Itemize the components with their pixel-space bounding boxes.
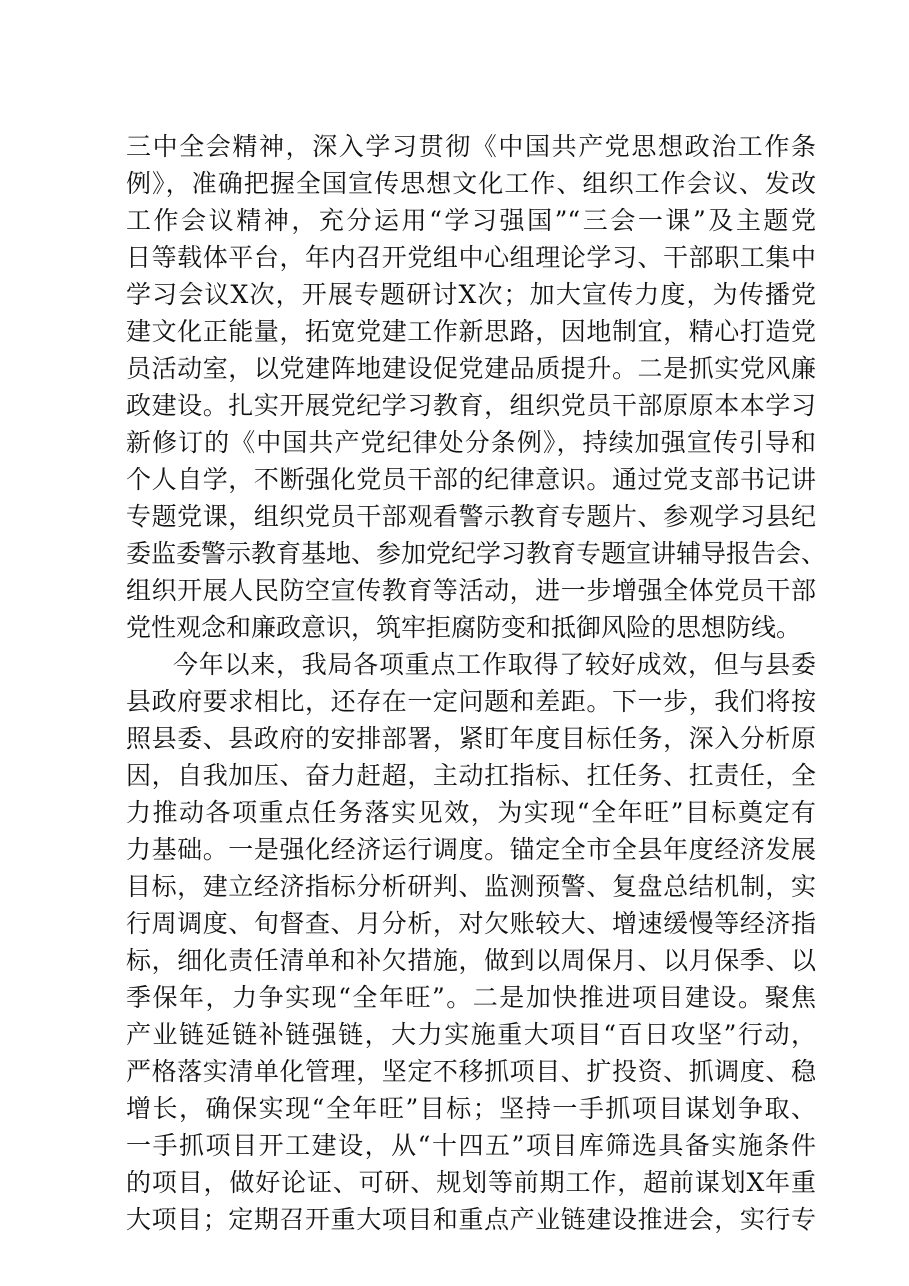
- text-line: 一手抓项目开工建设，从“十四五”项目库筛选具备实施条件: [126, 1131, 816, 1160]
- text-line: 因，自我加压、奋力赶超，主动扛指标、扛任务、扛责任，全: [126, 761, 816, 790]
- text-line: 标，细化责任清单和补欠措施，做到以周保月、以月保季、以: [126, 946, 816, 975]
- text-line: 工作会议精神，充分运用“学习强国”“三会一课”及主题党: [126, 206, 816, 235]
- text-line: 日等载体平台，年内召开党组中心组理论学习、干部职工集中: [126, 243, 816, 272]
- text-line: 目标，建立经济指标分析研判、监测预警、复盘总结机制，实: [126, 872, 816, 901]
- text-line: 新修订的《中国共产党纪律处分条例》，持续加强宣传引导和: [126, 428, 816, 457]
- text-line: 员活动室，以党建阵地建设促党建品质提升。二是抓实党风廉: [126, 354, 816, 383]
- text-line: 严格落实清单化管理，坚定不移抓项目、扩投资、抓调度、稳: [126, 1057, 816, 1086]
- text-line: 照县委、县政府的安排部署，紧盯年度目标任务，深入分析原: [126, 724, 816, 753]
- text-line: 大项目；定期召开重大项目和重点产业链建设推进会，实行专: [126, 1205, 816, 1234]
- text-line: 专题党课，组织党员干部观看警示教育专题片、参观学习县纪: [126, 502, 816, 531]
- text-line: 三中全会精神，深入学习贯彻《中国共产党思想政治工作条: [126, 132, 816, 161]
- text-line: 例》，准确把握全国宣传思想文化工作、组织工作会议、发改: [126, 169, 816, 198]
- text-line: 党性观念和廉政意识，筑牢拒腐防变和抵御风险的思想防线。: [126, 613, 802, 642]
- text-line: 建文化正能量，拓宽党建工作新思路，因地制宜，精心打造党: [126, 317, 816, 346]
- text-line: 力基础。一是强化经济运行调度。锚定全市全县年度经济发展: [126, 835, 816, 864]
- document-body: [126, 128, 827, 1238]
- text-line: 行周调度、旬督查、月分析，对欠账较大、增速缓慢等经济指: [126, 909, 816, 938]
- text-line: 今年以来，我局各项重点工作取得了较好成效，但与县委: [173, 650, 816, 679]
- text-line: 的项目，做好论证、可研、规划等前期工作，超前谋划X年重: [126, 1168, 816, 1197]
- text-line: 个人自学，不断强化党员干部的纪律意识。通过党支部书记讲: [126, 465, 816, 494]
- text-line: 增长，确保实现“全年旺”目标；坚持一手抓项目谋划争取、: [126, 1094, 816, 1123]
- text-line: 季保年，力争实现“全年旺”。二是加快推进项目建设。聚焦: [126, 983, 816, 1012]
- text-line: 产业链延链补链强链，大力实施重大项目“百日攻坚”行动，: [126, 1020, 816, 1049]
- text-line: 政建设。扎实开展党纪学习教育，组织党员干部原原本本学习: [126, 391, 816, 420]
- text-line: 委监委警示教育基地、参加党纪学习教育专题宣讲辅导报告会、: [126, 539, 827, 568]
- paragraph-next-steps: [126, 646, 816, 1238]
- text-line: 县政府要求相比，还存在一定问题和差距。下一步，我们将按: [126, 687, 816, 716]
- text-line: 组织开展人民防空宣传教育等活动，进一步增强全体党员干部: [126, 576, 816, 605]
- text-line: 学习会议X次，开展专题研讨X次；加大宣传力度，为传播党: [126, 280, 816, 309]
- text-line: 力推动各项重点任务落实见效，为实现“全年旺”目标奠定有: [126, 798, 816, 827]
- paragraph-party-building: [126, 128, 827, 646]
